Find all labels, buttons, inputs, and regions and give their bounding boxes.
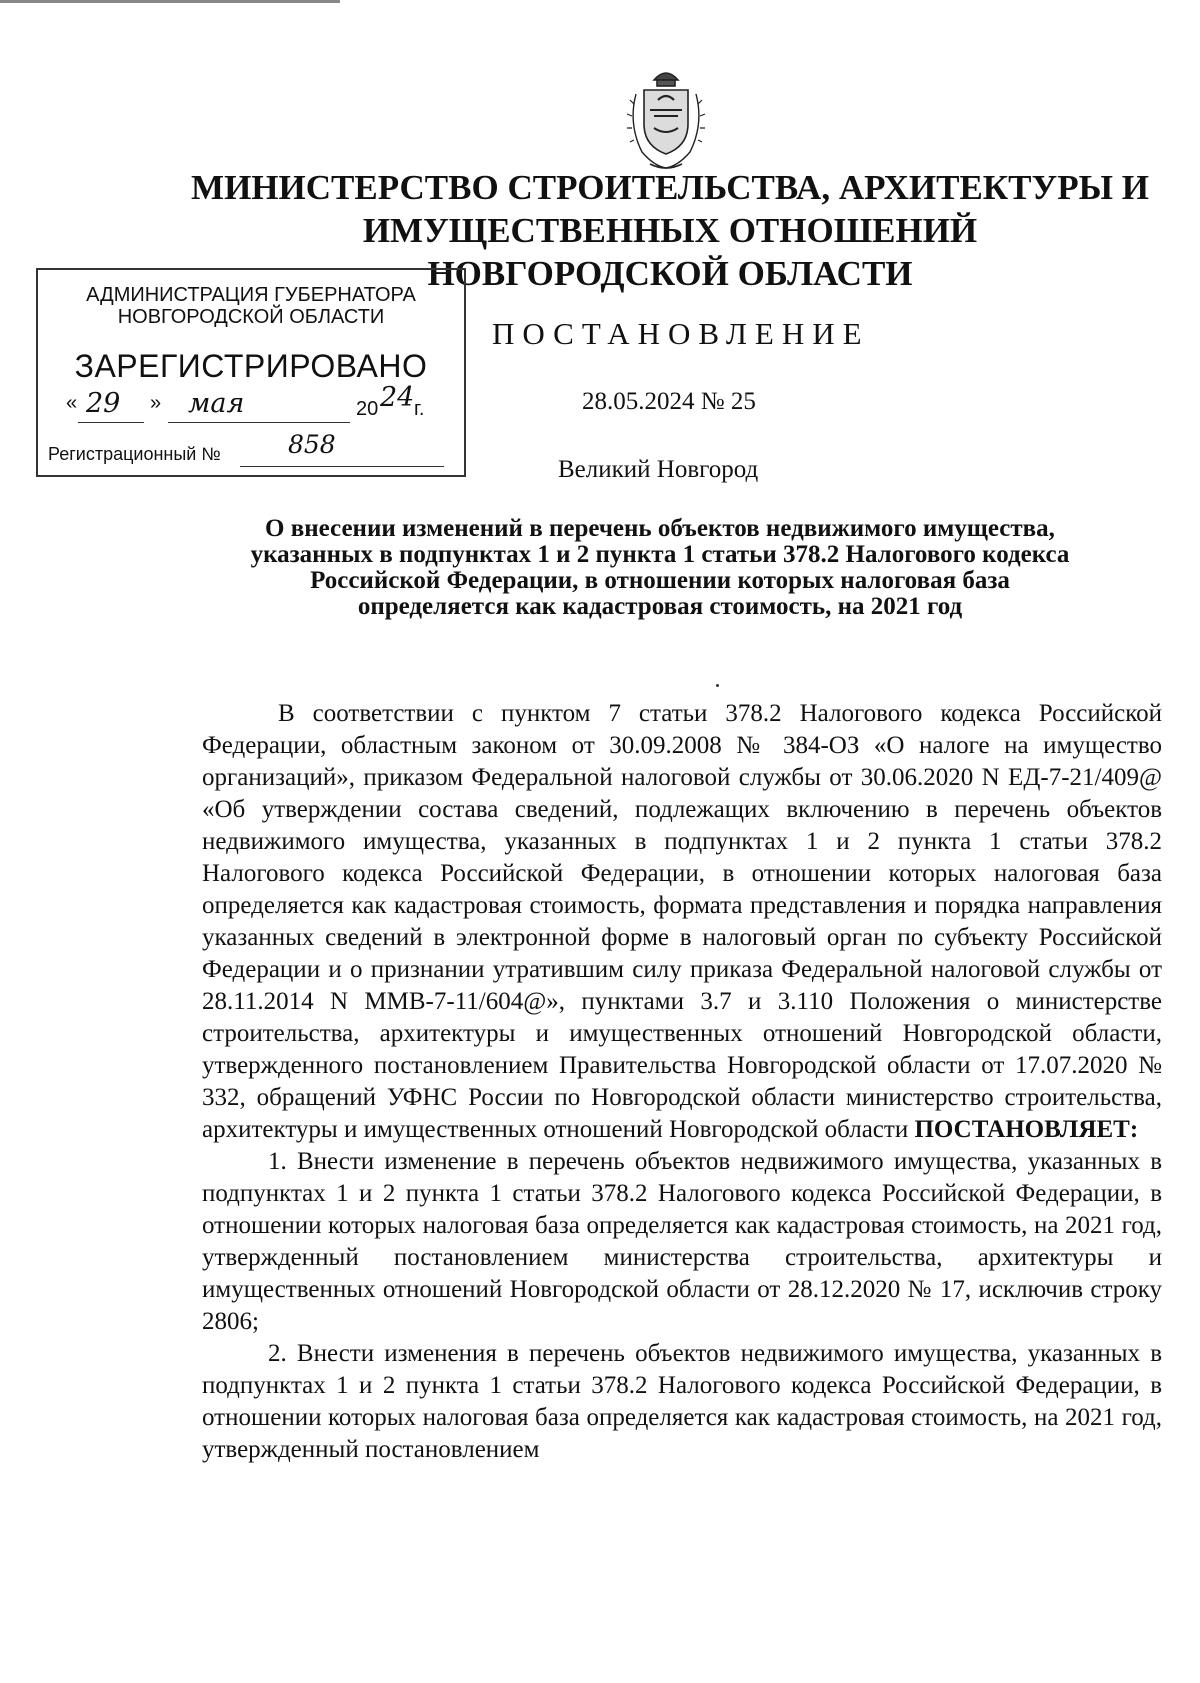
stamp-reg-label: Регистрационный № bbox=[48, 444, 221, 464]
preamble-text: В соответствии с пунктом 7 статьи 378.2 Налогового кодекса Российской Федерации, областным законом от 30.09.2008 № 384-ОЗ «О налоге на имущество организаций», приказом Федеральной налоговой службы от 30.06.2020 N ЕД-7-21/409@ «Об утверждении состава сведений, подлежащих включению в перечень объектов недвижимого имущества, указанных в подпунктах 1 и 2 пункта 1 статьи 378.2 Налогового кодекса Российской Федерации, в отношении которых налоговая база определяется как кадастровая стоимость, формата представления и порядка направления указанных сведений в электронной форме в налоговый орган по субъекту Российской Федерации и о признании утратившим силу приказа Федеральной налоговой службы от 28.11.2014 N ММВ-7-11/604@», пунктами 3.7 и 3.110 Положения о министерстве строительства, архитектуры и имущественных отношений Новгородской области, утвержденного постановлением Правительства Новгородской области от 17.07.2020 № 332, обращений УФНС России по Новгородской области министерство строительства, архитектуры и имущественных отношений Новгородской области bbox=[202, 700, 1162, 1143]
subject-line-1: О внесении изменений в перечень объектов недвижимого имущества, bbox=[265, 515, 1055, 542]
decree-body bbox=[202, 698, 1162, 1466]
coat-of-arms-icon bbox=[624, 64, 708, 174]
decree-subject bbox=[190, 516, 1130, 620]
stamp-day: 29 bbox=[86, 388, 121, 419]
stamp-year-suffix: 24 bbox=[380, 382, 415, 413]
scan-edge-line bbox=[0, 0, 340, 3]
ministry-line-1: МИНИСТЕРСТВО СТРОИТЕЛЬСТВА, АРХИТЕКТУРЫ И bbox=[191, 168, 1149, 207]
stamp-reg-number: 858 bbox=[288, 430, 336, 459]
stamp-year-unit: г. bbox=[414, 398, 425, 420]
decree-city: Великий Новгород bbox=[558, 456, 759, 483]
scan-speck bbox=[716, 684, 719, 687]
item-2-paragraph: 2. Внести изменения в перечень объектов недвижимого имущества, указанных в подпунктах 1 и 2 пункта 1 статьи 378.2 Налогового кодекса Российской Федерации, в отношении которых налоговая база определяется как кадастровая стоимость, на 2021 год, утвержденный постановлением bbox=[202, 1340, 1162, 1463]
item-1-paragraph: 1. Внести изменение в перечень объектов недвижимого имущества, указанных в подпунктах 1 и 2 пункта 1 статьи 378.2 Налогового кодекса Российской Федерации, в отношении которых налоговая база определяется как кадастровая стоимость, на 2021 год, утвержденный постановлением министерства строительства, архитектуры и имущественных отношений Новгородской области от 28.12.2020 № 17, исключив строку 2806; bbox=[202, 1148, 1162, 1335]
preamble-paragraph bbox=[202, 698, 1162, 1146]
stamp-year-prefix: 20 bbox=[356, 398, 379, 420]
stamp-month: мая bbox=[188, 388, 245, 419]
stamp-registered-label: ЗАРЕГИСТРИРОВАНО bbox=[74, 348, 428, 384]
resolves-keyword: ПОСТАНОВЛЯЕТ: bbox=[914, 1116, 1139, 1143]
ministry-line-3: НОВГОРОДСКОЙ ОБЛАСТИ bbox=[427, 254, 913, 293]
stamp-month-line bbox=[168, 422, 350, 423]
stamp-line-2: НОВГОРОДСКОЙ ОБЛАСТИ bbox=[117, 306, 385, 328]
registration-stamp bbox=[36, 268, 466, 477]
stamp-quote-open: « bbox=[66, 392, 78, 414]
stamp-reg-line bbox=[240, 466, 444, 467]
subject-line-4: определяется как кадастровая стоимость, на 2021 год bbox=[357, 593, 963, 620]
ministry-line-2: ИМУЩЕСТВЕННЫХ ОТНОШЕНИЙ bbox=[362, 211, 978, 250]
decree-title: ПОСТАНОВЛЕНИЕ bbox=[492, 316, 870, 351]
subject-line-2: указанных в подпунктах 1 и 2 пункта 1 статьи 378.2 Налогового кодекса bbox=[250, 541, 1070, 568]
stamp-quote-close: » bbox=[150, 392, 162, 414]
stamp-line-1: АДМИНИСТРАЦИЯ ГУБЕРНАТОРА bbox=[86, 284, 416, 306]
stamp-day-line bbox=[78, 422, 144, 423]
decree-date-number: 28.05.2024 № 25 bbox=[582, 388, 756, 415]
subject-line-3: Российской Федерации, в отношении которых налоговая база bbox=[310, 567, 1010, 594]
